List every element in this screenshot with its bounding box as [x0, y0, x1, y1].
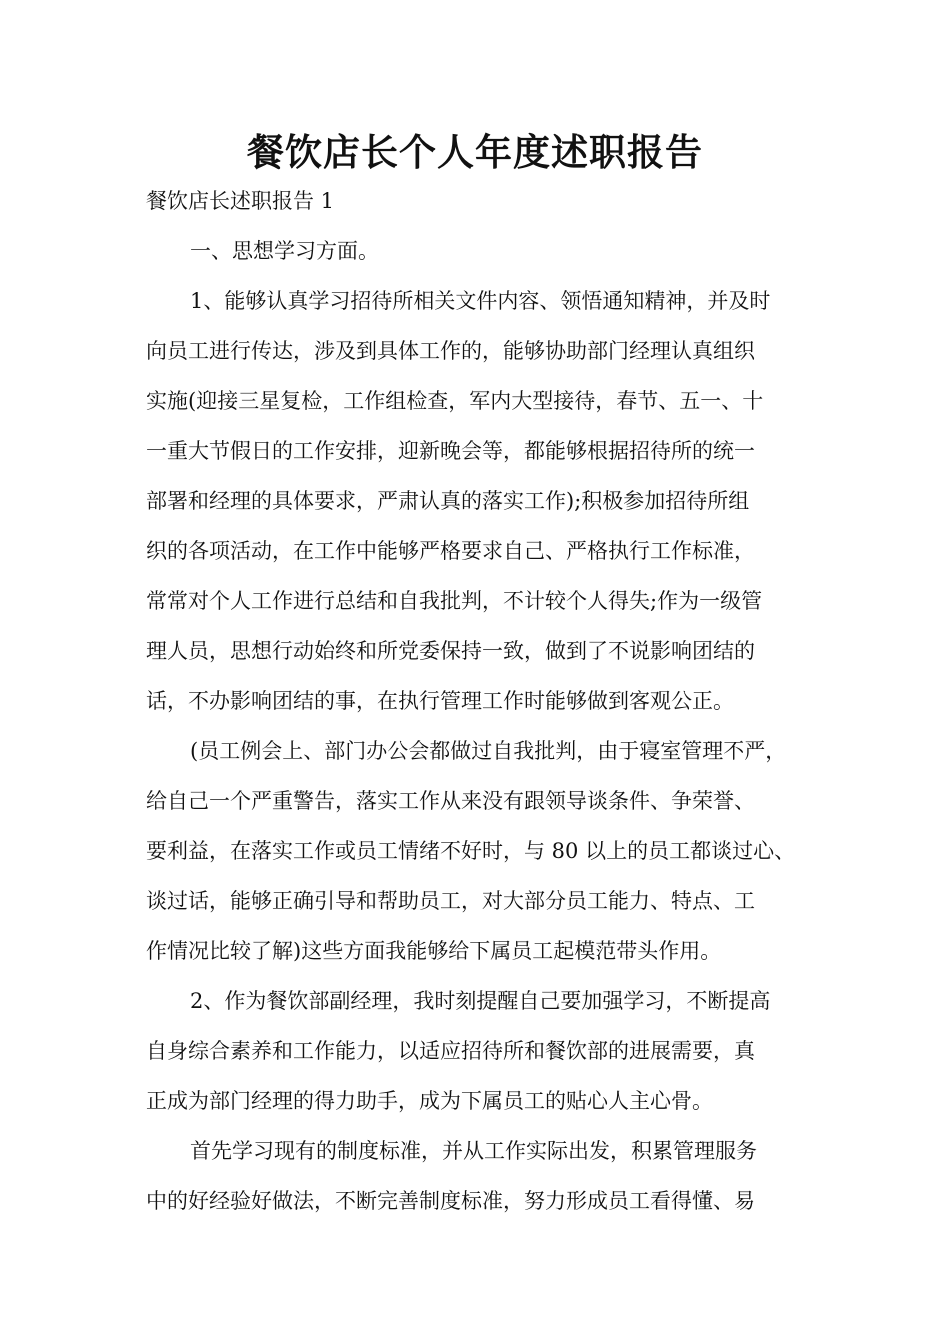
paragraph-line: 中的好经验好做法，不断完善制度标准，努力形成员工看得懂、易 [146, 1189, 755, 1213]
paragraph-line: 首先学习现有的制度标准，并从工作实际出发，积累管理服务 [190, 1139, 757, 1163]
paragraph-line: 话，不办影响团结的事，在执行管理工作时能够做到客观公正。 [146, 689, 734, 713]
paragraph-line: 常常对个人工作进行总结和自我批判，不计较个人得失;作为一级管 [146, 589, 763, 613]
document-title: 餐饮店长个人年度述职报告 [247, 130, 703, 174]
paragraph-line: 部署和经理的具体要求，严肃认真的落实工作);积极参加招待所组 [146, 489, 750, 513]
paragraph-line: 1、能够认真学习招待所相关文件内容、领悟通知精神，并及时 [190, 289, 771, 313]
paragraph-line: 作情况比较了解)这些方面我能够给下属员工起模范带头作用。 [146, 939, 722, 963]
paragraph-line: 要利益，在落实工作或员工情绪不好时，与 80 以上的员工都谈过心、 [146, 839, 796, 863]
paragraph-line: (员工例会上、部门办公会都做过自我批判，由于寝室管理不严， [190, 739, 787, 763]
paragraph-line: 一重大节假日的工作安排，迎新晚会等，都能够根据招待所的统一 [146, 439, 755, 463]
paragraph-line: 正成为部门经理的得力助手，成为下属员工的贴心人主心骨。 [146, 1089, 713, 1113]
paragraph-line: 谈过话，能够正确引导和帮助员工，对大部分员工能力、特点、工 [146, 889, 755, 913]
paragraph-line: 2、作为餐饮部副经理，我时刻提醒自己要加强学习，不断提高 [190, 989, 771, 1013]
document-subtitle: 餐饮店长述职报告 1 [146, 189, 335, 213]
paragraph-line: 织的各项活动，在工作中能够严格要求自己、严格执行工作标准， [146, 539, 755, 563]
paragraph-line: 自身综合素养和工作能力，以适应招待所和餐饮部的进展需要，真 [146, 1039, 755, 1063]
paragraph-line: 理人员，思想行动始终和所党委保持一致，做到了不说影响团结的 [146, 639, 755, 663]
paragraph-line: 实施(迎接三星复检，工作组检查，军内大型接待，春节、五一、十 [146, 389, 764, 413]
paragraph-line: 给自己一个严重警告，落实工作从来没有跟领导谈条件、争荣誉、 [146, 789, 755, 813]
section-heading: 一、思想学习方面。 [190, 239, 379, 263]
paragraph-line: 向员工进行传达，涉及到具体工作的，能够协助部门经理认真组织 [146, 339, 755, 363]
